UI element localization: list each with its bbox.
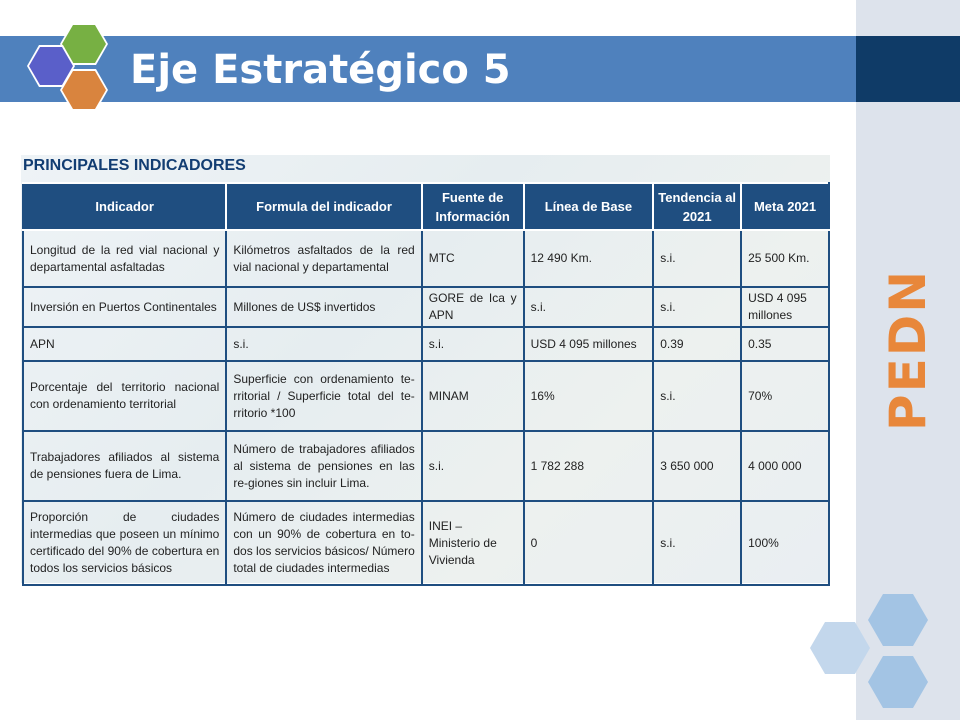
column-header: Línea de Base — [524, 183, 654, 230]
table-title: PRINCIPALES INDICADORES — [23, 157, 246, 174]
table-cell: 0.39 — [653, 327, 741, 361]
column-header: Indicador — [23, 183, 226, 230]
table-cell: s.i. — [653, 501, 741, 585]
table-row — [23, 501, 829, 585]
table-row — [23, 327, 829, 361]
table-cell: 4 000 000 — [741, 431, 829, 501]
table-row — [23, 287, 829, 327]
hexagon-logo-icon — [8, 18, 118, 118]
table-cell: s.i. — [422, 431, 524, 501]
table-cell: 1 782 288 — [524, 431, 654, 501]
table-cell: 3 650 000 — [653, 431, 741, 501]
page-title: Eje Estratégico 5 — [130, 47, 511, 93]
table-row — [23, 361, 829, 431]
column-header: Formula del indicador — [226, 183, 421, 230]
indicators-table — [22, 182, 830, 586]
table-cell: 0.35 — [741, 327, 829, 361]
table-cell: 100% — [741, 501, 829, 585]
table-cell: Inversión en Puertos Continentales — [23, 287, 226, 327]
pedn-label: PEDN — [879, 268, 937, 432]
table-header-row — [23, 183, 829, 230]
table-cell: s.i. — [422, 327, 524, 361]
column-header: Meta 2021 — [741, 183, 829, 230]
table-cell: Millones de US$ invertidos — [226, 287, 421, 327]
table-cell: Porcentaje del territorio nacional con ordenamiento territorial — [23, 361, 226, 431]
table-cell: s.i. — [524, 287, 654, 327]
table-row — [23, 230, 829, 287]
table-cell: s.i. — [653, 361, 741, 431]
table-cell: MINAM — [422, 361, 524, 431]
column-header: Tendencia al 2021 — [653, 183, 741, 230]
table-cell: 70% — [741, 361, 829, 431]
table-cell: 0 — [524, 501, 654, 585]
indicators-section — [21, 155, 830, 583]
table-cell: 12 490 Km. — [524, 230, 654, 287]
table-cell: Número de ciudades intermedias con un 90% de cobertura en to-dos los servicios básicos/ Número total de ciudades intermedias — [226, 501, 421, 585]
table-cell: Superficie con ordenamiento te-rritorial / Superficie total del te-rritorio *100 — [226, 361, 421, 431]
table-cell: 25 500 Km. — [741, 230, 829, 287]
table-cell: GORE de Ica y APN — [422, 287, 524, 327]
table-cell: MTC — [422, 230, 524, 287]
column-header: Fuente de Información — [422, 183, 524, 230]
table-row — [23, 431, 829, 501]
table-cell: Trabajadores afiliados al sistema de pensiones fuera de Lima. — [23, 431, 226, 501]
table-cell: s.i. — [653, 287, 741, 327]
table-cell: 16% — [524, 361, 654, 431]
table-cell: Proporción de ciudades intermedias que poseen un mínimo certificado del 90% de cobertura en todos los servicios básicos — [23, 501, 226, 585]
decorative-hexagons-icon — [800, 586, 940, 716]
table-cell: Número de trabajadores afiliados al sistema de pensiones en las re-giones sin incluir Lima. — [226, 431, 421, 501]
table-cell: Kilómetros asfaltados de la red vial nacional y departamental — [226, 230, 421, 287]
table-cell: APN — [23, 327, 226, 361]
table-cell: Longitud de la red vial nacional y departamental asfaltadas — [23, 230, 226, 287]
table-cell: USD 4 095 millones — [524, 327, 654, 361]
table-cell: s.i. — [653, 230, 741, 287]
table-cell: USD 4 095 millones — [741, 287, 829, 327]
table-cell: INEI – Ministerio de Vivienda — [422, 501, 524, 585]
table-cell: s.i. — [226, 327, 421, 361]
